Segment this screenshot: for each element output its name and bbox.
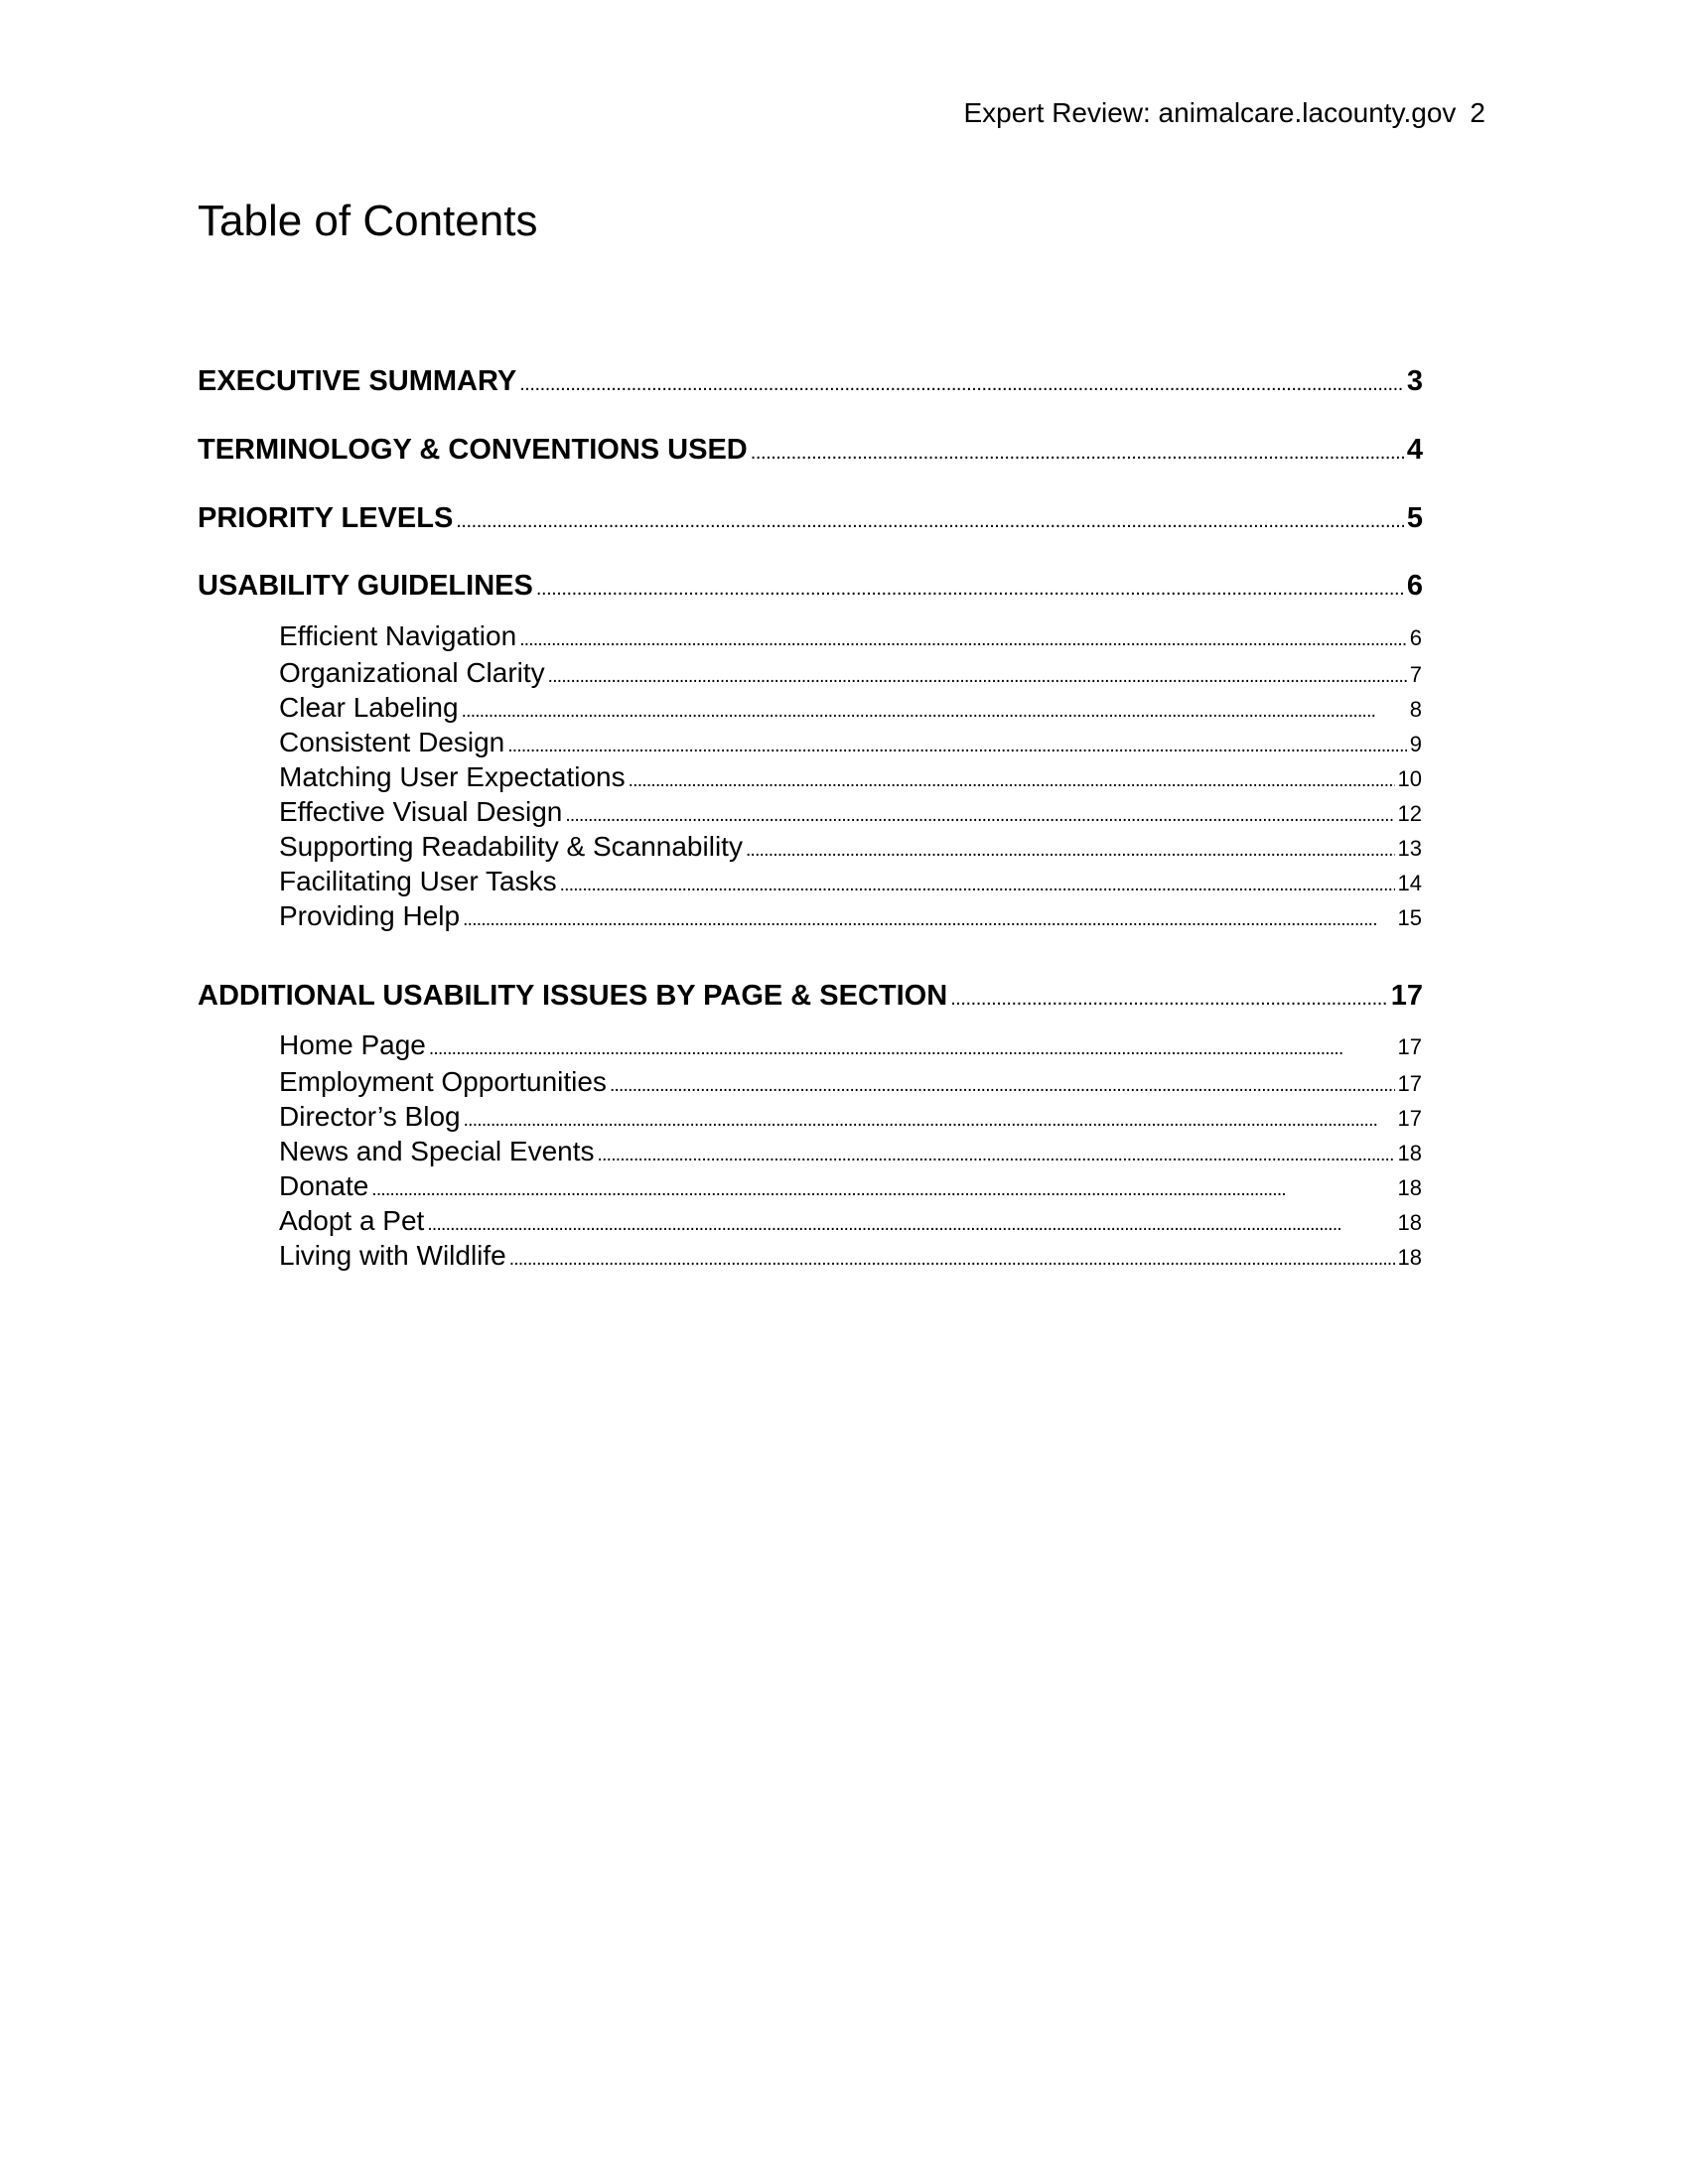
toc-subentry-page: 17: [1397, 1034, 1422, 1059]
toc-entry-page: 4: [1406, 434, 1423, 466]
toc-subentry-home-page[interactable]: [279, 1029, 1422, 1061]
dot-leader: [746, 831, 1395, 863]
toc-entry-label: EXECUTIVE SUMMARY: [198, 365, 517, 397]
running-header-title: Expert Review: animalcare.lacounty.gov: [963, 97, 1457, 128]
toc-subentry-page: 7: [1409, 662, 1422, 687]
toc-subentry-page: 12: [1397, 801, 1422, 826]
toc-subentry-page: 6: [1409, 625, 1422, 650]
toc-entry-label: TERMINOLOGY & CONVENTIONS USED: [198, 434, 748, 466]
toc-entry-page: 17: [1390, 980, 1423, 1012]
toc-subentry-page: 18: [1397, 1141, 1422, 1165]
toc-subentry-label: Effective Visual Design: [279, 796, 563, 827]
toc-subentry-page: 18: [1397, 1245, 1422, 1270]
toc-subentry-label: Employment Opportunities: [279, 1066, 607, 1097]
toc-subentry-label: Donate: [279, 1170, 369, 1201]
toc-entry-label: USABILITY GUIDELINES: [198, 570, 533, 602]
toc-subentry-living-with-wildlife[interactable]: [279, 1240, 1422, 1272]
toc-subentry-label: Organizational Clarity: [279, 657, 545, 688]
toc-subentry-label: Facilitating User Tasks: [279, 866, 557, 896]
toc-subentry-facilitating-user-tasks[interactable]: [279, 866, 1422, 897]
toc-subentry-page: 18: [1397, 1175, 1422, 1200]
page-number: 2: [1470, 97, 1485, 128]
toc-subentry-effective-visual-design[interactable]: [279, 796, 1422, 828]
toc-subentry-page: 18: [1397, 1210, 1422, 1235]
toc-subentry-directors-blog[interactable]: [279, 1101, 1422, 1133]
dot-leader: [507, 727, 1407, 758]
dot-leader: [560, 866, 1395, 897]
toc-subentry-label: Providing Help: [279, 900, 461, 931]
toc-subentry-label: Supporting Readability & Scannability: [279, 831, 743, 862]
toc-subentry-page: 15: [1397, 905, 1422, 930]
dot-leader: [509, 1240, 1395, 1272]
dot-leader: [598, 1136, 1395, 1167]
toc-entry-priority-levels[interactable]: [198, 502, 1423, 535]
toc-subentry-page: 9: [1409, 732, 1422, 756]
running-header: [963, 97, 1485, 129]
toc-subentry-label: Home Page: [279, 1029, 426, 1060]
toc-entry-page: 3: [1406, 365, 1423, 397]
toc-subentry-label: News and Special Events: [279, 1136, 595, 1166]
toc-subentry-donate[interactable]: [279, 1170, 1422, 1202]
toc-subentry-employment-opportunities[interactable]: [279, 1066, 1422, 1098]
toc-subentry-clear-labeling[interactable]: [279, 692, 1422, 724]
dot-leader: [464, 1101, 1395, 1133]
toc-subentry-label: Efficient Navigation: [279, 620, 517, 651]
dot-leader: [371, 1170, 1394, 1202]
dot-leader: [950, 980, 1388, 1013]
dot-leader: [629, 761, 1395, 793]
toc-subentry-organizational-clarity[interactable]: [279, 657, 1422, 689]
toc-subentry-consistent-design[interactable]: [279, 727, 1422, 758]
dot-leader: [536, 570, 1404, 603]
toc-subentry-label: Director’s Blog: [279, 1101, 461, 1132]
toc-title: Table of Contents: [198, 197, 538, 245]
dot-leader: [751, 434, 1404, 467]
toc-entry-usability-guidelines[interactable]: [198, 570, 1423, 603]
toc-subentry-news-special-events[interactable]: [279, 1136, 1422, 1167]
dot-leader: [565, 796, 1394, 828]
toc-subentry-label: Living with Wildlife: [279, 1240, 506, 1271]
toc-entry-additional-usability-issues[interactable]: [198, 980, 1423, 1013]
dot-leader: [463, 900, 1394, 932]
dot-leader: [429, 1029, 1395, 1061]
toc-subentry-page: 10: [1397, 766, 1422, 791]
toc-subentry-page: 13: [1397, 836, 1422, 861]
toc-entry-executive-summary[interactable]: [198, 365, 1423, 398]
toc-subentry-page: 8: [1409, 697, 1422, 722]
dot-leader: [519, 365, 1404, 398]
toc-subentry-label: Adopt a Pet: [279, 1205, 425, 1236]
dot-leader: [548, 657, 1407, 689]
toc-entry-page: 5: [1406, 502, 1423, 534]
toc-subentry-efficient-navigation[interactable]: [279, 620, 1422, 652]
toc-entry-page: 6: [1406, 570, 1423, 602]
dot-leader: [610, 1066, 1395, 1098]
toc-subentry-adopt-a-pet[interactable]: [279, 1205, 1422, 1237]
dot-leader: [456, 502, 1404, 535]
toc-subentry-page: 17: [1397, 1106, 1422, 1131]
toc-subentry-label: Matching User Expectations: [279, 761, 626, 792]
toc-entry-label: ADDITIONAL USABILITY ISSUES BY PAGE & SECTION: [198, 980, 948, 1012]
toc-subentry-providing-help[interactable]: [279, 900, 1422, 932]
dot-leader: [462, 692, 1407, 724]
toc-subentry-matching-user-expectations[interactable]: [279, 761, 1422, 793]
toc-entry-label: PRIORITY LEVELS: [198, 502, 454, 534]
toc-entry-terminology[interactable]: [198, 434, 1423, 467]
toc-subentry-readability-scannability[interactable]: [279, 831, 1422, 863]
toc-subentry-page: 17: [1397, 1071, 1422, 1096]
toc-subentry-label: Consistent Design: [279, 727, 505, 757]
toc-subentry-label: Clear Labeling: [279, 692, 459, 723]
toc-subentry-page: 14: [1397, 871, 1422, 895]
dot-leader: [519, 620, 1407, 652]
dot-leader: [427, 1205, 1394, 1237]
